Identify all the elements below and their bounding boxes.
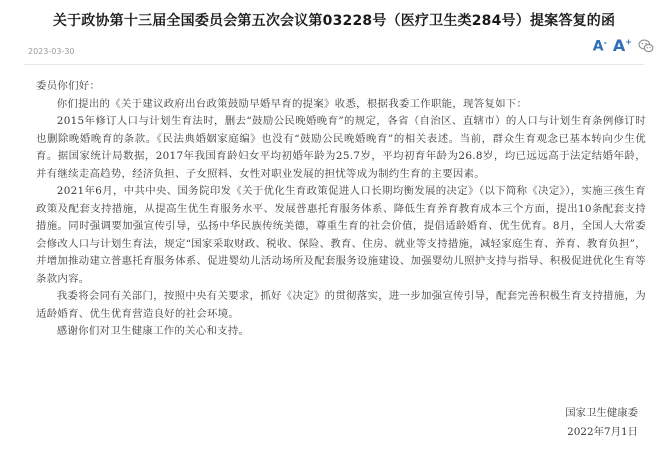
paragraph-law-history: 2015年修订人口与计划生育法时，删去“鼓励公民晚婚晚育”的规定，各省（自治区、直辖市）的人口与计划生育条例修订时也删除晚婚晚育的条款。《民法典婚姻家庭编》也没有“鼓励公民晚婚晚育”的相关表述。当前，群众生育观念已基本转向少生优育。据国家统计局数据，2017年我国育龄妇女平均初婚年龄为25.7岁，平均初育年龄为26.8岁，均已远远高于法定结婚年龄，并有继续走高趋势，经济负担、子女照料、女性对职业发展的担忧等成为制约生育的主要因素。: [36, 115, 646, 180]
salutation: 委员你们好：: [36, 80, 101, 92]
document-meta: [28, 47, 75, 56]
font-decrease-button[interactable]: A-: [592, 38, 607, 55]
reading-tools: [593, 38, 654, 54]
letter-body: [36, 78, 646, 341]
paragraph-acknowledgement: 你们提出的《关于建议政府出台政策鼓励早婚早育的提案》收悉，根据我委工作职能，现答复如下：: [56, 97, 528, 110]
document-header: [0, 0, 668, 58]
font-increase-button[interactable]: A+: [612, 36, 632, 55]
header-divider: [24, 64, 644, 65]
document-title: 关于政协第十三届全国委员会第五次会议第03228号（医疗卫生类284号）提案答复的函: [52, 13, 616, 29]
signing-date: 2022年7月1日: [567, 426, 638, 438]
paragraph-next-steps: 我委将会同有关部门，按照中央有关要求，抓好《决定》的贯彻落实，进一步加强宣传引导，配套完善积极生育支持措施，为适龄婚育、优生优育营造良好的社会环境。: [36, 290, 646, 320]
minus-icon: -: [603, 38, 607, 48]
paragraph-policy-decision: 2021年6月，中共中央、国务院印发《关于优化生育政策促进人口长期均衡发展的决定》（以下简称《决定》），实施三孩生育政策及配套支持措施，从提高生优生育服务水平、发展普惠托育服务体系、降低生育养育教育成本三个方面，提出10条配套支持措施。同时强调要加强宣传引导，弘扬中华民族传统美德，尊重生育的社会价值，提倡适龄婚育、优生优育。8月，全国人大常委会修改人口与计划生育法，规定“国家采取财政、税收、保险、教育、住房、就业等支持措施，减轻家庭生育、养育、教育负担”，并增加推动建立普惠托育服务体系、促进婴幼儿活动场所及配套服务设施建设、加强婴幼儿照护支持与指导、积极促进优化生育等条款内容。: [36, 185, 646, 285]
publish-date: 2023-03-30: [28, 47, 75, 56]
signature-block: [565, 404, 638, 442]
plus-icon: +: [625, 37, 632, 47]
signing-organization: 国家卫生健康委: [565, 407, 638, 419]
paragraph-thanks: 感谢你们对卫生健康工作的关心和支持。: [56, 325, 250, 337]
wechat-share-icon[interactable]: [638, 38, 654, 54]
